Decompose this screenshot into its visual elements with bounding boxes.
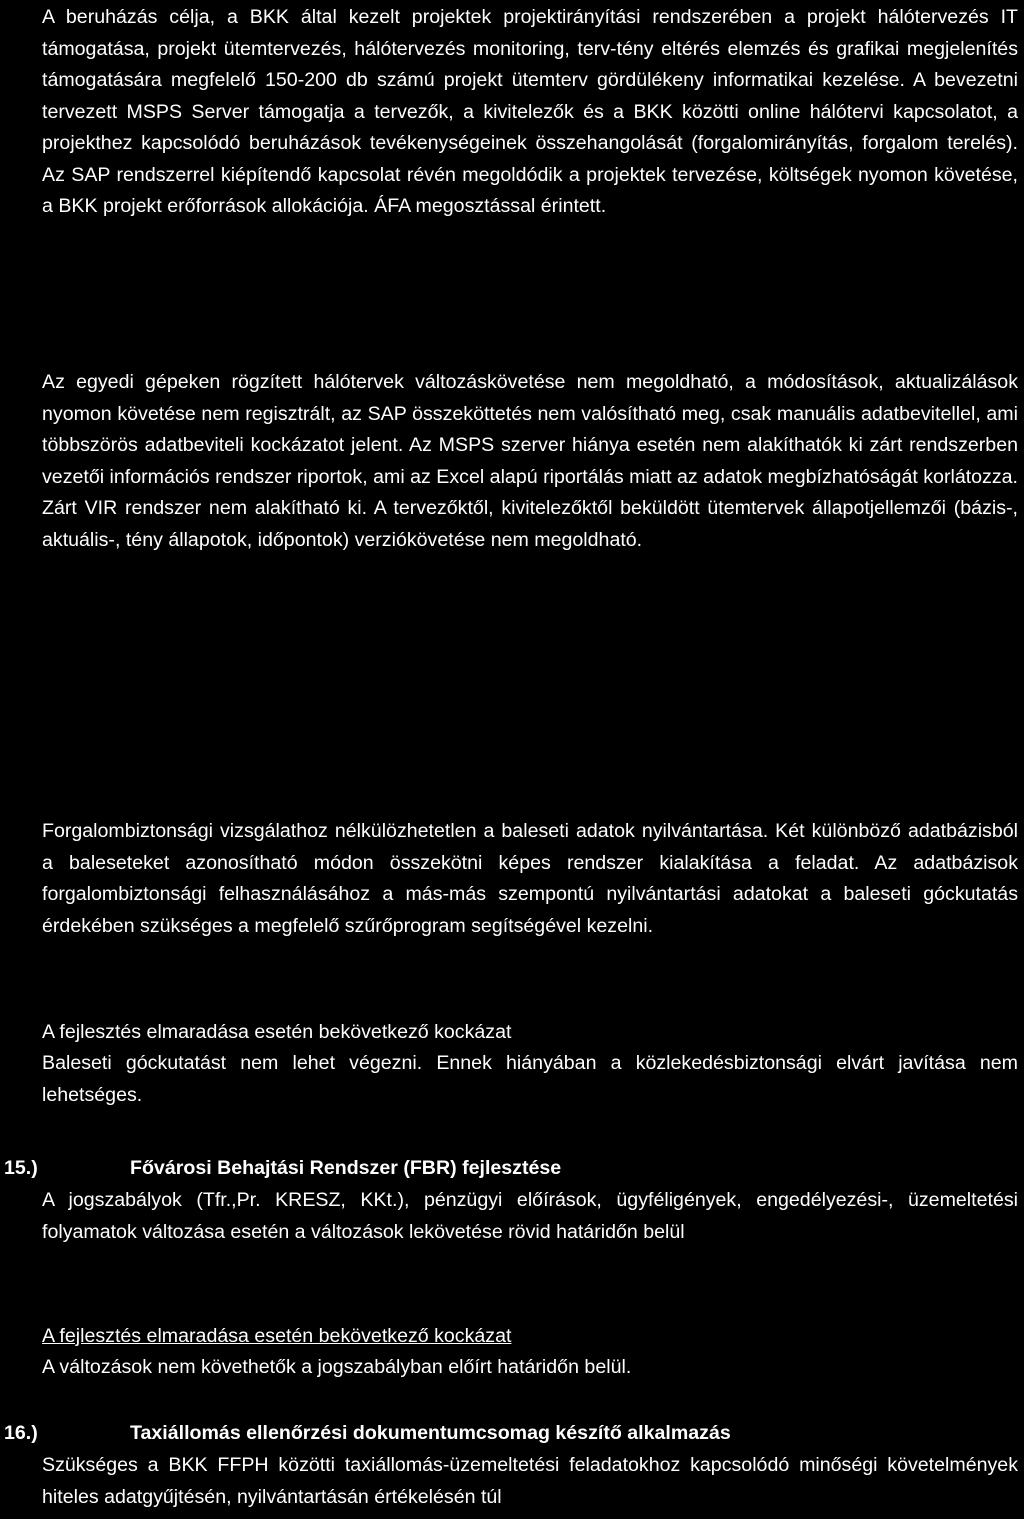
- section-number-16: 16.): [4, 1422, 38, 1444]
- paragraph-fbr-description: A jogszabályok (Tfr.,Pr. KRESZ, KKt.), pénzügyi előírások, ügyféligények, engedélyezési-, üzemeltetési folyamatok változása esetén a változások lekövetése rövid határidőn belül: [42, 1189, 1018, 1243]
- paragraph-fbr-risk: A változások nem követhetők a jogszabályban előírt határidőn belül.: [42, 1356, 632, 1378]
- risk-heading-clipped-text: A fejlesztés elmaradása esetén bekövetkező kockázat: [42, 1021, 512, 1043]
- paragraph-traffic-safety: Forgalombiztonsági vizsgálathoz nélkülözhetetlen a baleseti adatok nyilvántartása. Két különböző adatbázisból a baleseteket azonosítható módon összekötni képes rendszer kialakítása a feladat. Az adatbázisok forgalombiztonsági felhasználásához a más-más szempontú nyilvántartási adatokat a baleseti góckutatás érdekében szükséges a megfelelő szűrőprogram segítségével kezelni.: [42, 820, 1018, 937]
- section-title-15: Fővárosi Behajtási Rendszer (FBR) fejlesztése: [130, 1157, 562, 1179]
- section-number-15: 15.): [4, 1157, 38, 1179]
- paragraph-accident-risk: Baleseti góckutatást nem lehet végezni. Ennek hiányában a közlekedésbiztonsági elvárt javítása nem lehetséges.: [42, 1052, 1018, 1106]
- risk-heading-clipped: [42, 1017, 1018, 1043]
- paragraph-project-goal: A beruházás célja, a BKK által kezelt projektek projektirányítási rendszerében a projekt hálótervezés IT támogatása, projekt ütemtervezés, hálótervezés monitoring, terv-tény eltérés elemzés és grafikai megjelenítés támogatására megfelelő 150-200 db számú projekt ütemterv gördülékeny informatikai kezelése. A bevezetni tervezett MSPS Server támogatja a tervezők, a kivitelezők és a BKK közötti online hálótervi kapcsolatot, a projekthez kapcsolódó beruházások tevékenységeinek összehangolását (forgalomirányítás, forgalom terelés). Az SAP rendszerrel kiépítendő kapcsolat révén megoldódik a projektek tervezése, költségek nyomon követése, a BKK projekt erőforrások allokációja. ÁFA megosztással érintett.: [42, 6, 1018, 217]
- paragraph-taxi-description: Szükséges a BKK FFPH közötti taxiállomás-üzemeltetési feladatokhoz kapcsolódó minőségi követelmények hiteles adatgyűjtésén, nyilvántartásán értékelésén túl: [42, 1454, 1018, 1508]
- risk-heading-fbr: A fejlesztés elmaradása esetén bekövetkező kockázat: [42, 1325, 512, 1347]
- section-title-16: Taxiállomás ellenőrzési dokumentumcsomag készítő alkalmazás: [130, 1422, 731, 1444]
- paragraph-risk-msps: Az egyedi gépeken rögzített hálótervek változáskövetése nem megoldható, a módosítások, aktualizálások nyomon követése nem regisztrált, az SAP összeköttetés nem valósítható meg, csak manuális adatbevitellel, ami többszörös adatbeviteli kockázatot jelent. Az MSPS szerver hiánya esetén nem alakíthatók ki zárt rendszerben vezetői információs rendszer riportok, ami az Excel alapú riportálás miatt az adatok megbízhatóságát korlátozza. Zárt VIR rendszer nem alakítható ki. A tervezőktől, kivitelezőktől beküldött ütemtervek állapotjellemzői (bázis-, aktuális-, tény állapotok, időpontok) verziókövetése nem megoldható.: [42, 371, 1018, 551]
